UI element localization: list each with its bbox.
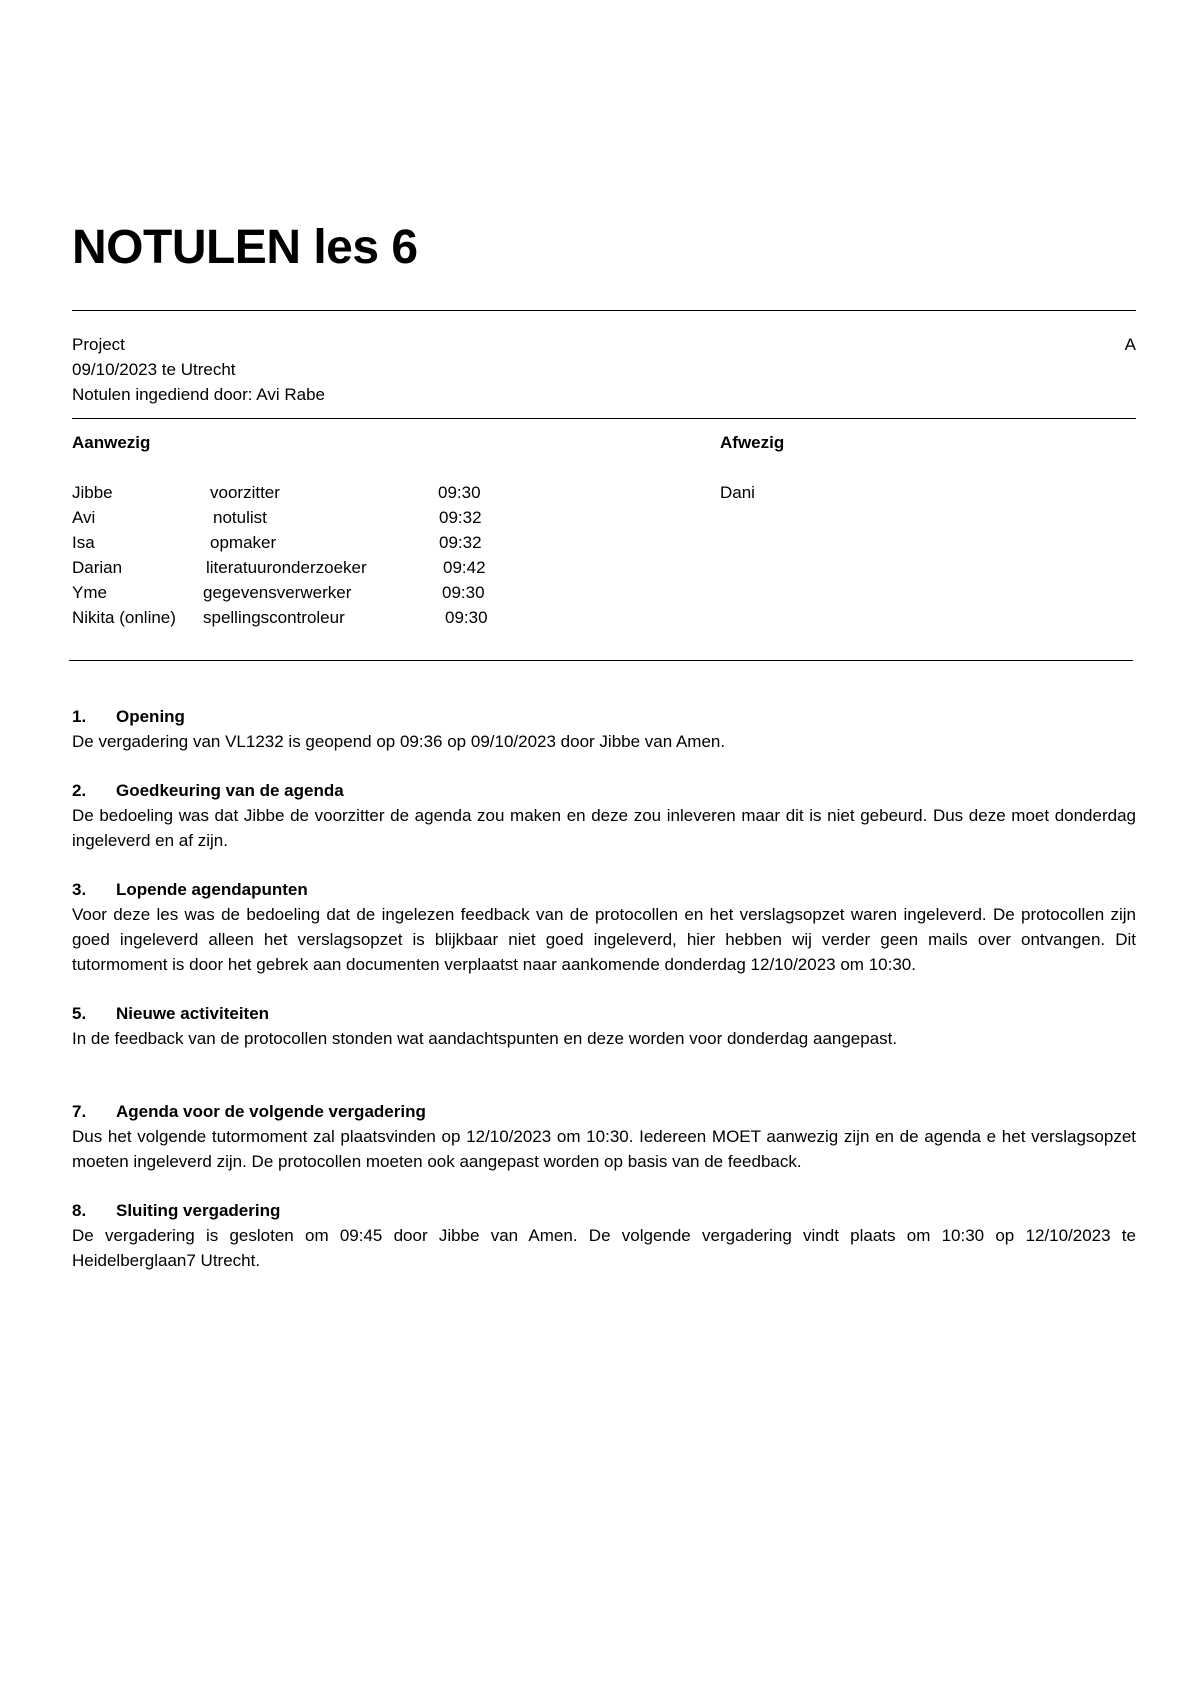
attendee-time: 09:42 (443, 558, 486, 577)
section-body: In de feedback van de protocollen stonden wat aandachtspunten en deze worden voor donderdag aangepast. (72, 1029, 898, 1048)
divider-meta (72, 418, 1136, 419)
section-heading: Agenda voor de volgende vergadering (116, 1102, 426, 1121)
section-number: 2. (72, 781, 87, 800)
date-location: 09/10/2023 te Utrecht (72, 360, 236, 379)
page-title: NOTULEN les 6 (72, 221, 418, 274)
divider-top (72, 310, 1136, 311)
absent-list (720, 480, 755, 505)
section-body: Voor deze les was de bedoeling dat de ingelezen feedback van de protocollen en het verslagsopzet waren ingeleverd. De protocollen zijn goed ingeleverd alleen het verslagsopzet is blijkbaar niet goed ingeleverd, hier hebben wij verder geen mails over ontvangen. Dit tutormoment is door het gebrek aan documenten verplaatst naar aankomende donderdag 12/10/2023 om 10:30. (72, 905, 1136, 974)
attendee-name: Darian (72, 558, 123, 577)
section-number: 5. (72, 1004, 87, 1023)
section-heading: Opening (116, 707, 185, 726)
attendee-role: notulist (213, 508, 267, 527)
project-label: Project (72, 335, 125, 354)
section-number: 1. (72, 707, 87, 726)
list-item (72, 480, 632, 505)
attendee-time: 09:32 (439, 533, 482, 552)
minutes-sections (72, 704, 1136, 1297)
section-closing (72, 1198, 1136, 1273)
section-body: De vergadering van VL1232 is geopend op 09:36 op 09/10/2023 door Jibbe van Amen. (72, 732, 726, 751)
attendee-name: Avi (72, 508, 96, 527)
list-item (72, 505, 632, 530)
attendee-role: literatuuronderzoeker (206, 558, 367, 577)
divider-attendance (69, 660, 1133, 661)
section-new-activities (72, 1001, 1136, 1051)
attendee-name: Isa (72, 533, 95, 552)
list-item: Dani (720, 483, 755, 502)
section-agenda-approval (72, 778, 1136, 853)
attendee-name: Jibbe (72, 483, 113, 502)
present-heading: Aanwezig (72, 433, 151, 452)
list-item (72, 530, 632, 555)
attendee-role: gegevensverwerker (203, 583, 352, 602)
attendee-name: Yme (72, 583, 107, 602)
section-heading: Lopende agendapunten (116, 880, 308, 899)
section-next-agenda (72, 1099, 1136, 1174)
attendee-role: opmaker (210, 533, 277, 552)
section-number: 7. (72, 1102, 87, 1121)
attendee-role: spellingscontroleur (203, 608, 345, 627)
list-item (72, 580, 632, 605)
attendee-role: voorzitter (210, 483, 280, 502)
list-item (72, 555, 632, 580)
attendee-name: Nikita (online) (72, 608, 176, 627)
submitted-by: Notulen ingediend door: Avi Rabe (72, 385, 325, 404)
section-body: De bedoeling was dat Jibbe de voorzitter de agenda zou maken en deze zou inleveren maar dit is niet gebeurd. Dus deze moet donderdag ingeleverd en af zijn. (72, 806, 1136, 850)
attendee-time: 09:30 (442, 583, 485, 602)
section-number: 8. (72, 1201, 87, 1220)
section-number: 3. (72, 880, 87, 899)
section-ongoing-items (72, 877, 1136, 977)
present-list (72, 480, 632, 630)
project-code: A (1124, 335, 1136, 354)
section-opening (72, 704, 1136, 754)
attendee-time: 09:30 (445, 608, 488, 627)
absent-heading: Afwezig (720, 433, 785, 452)
meeting-meta (72, 332, 1136, 407)
attendee-time: 09:30 (438, 483, 481, 502)
list-item (72, 605, 632, 630)
attendee-time: 09:32 (439, 508, 482, 527)
section-heading: Sluiting vergadering (116, 1201, 281, 1220)
section-heading: Goedkeuring van de agenda (116, 781, 344, 800)
section-body: Dus het volgende tutormoment zal plaatsvinden op 12/10/2023 om 10:30. Iedereen MOET aanwezig zijn en de agenda e het verslagsopzet moeten ingeleverd zijn. De protocollen moeten ook aangepast worden op basis van de feedback. (72, 1127, 1136, 1171)
section-body: De vergadering is gesloten om 09:45 door Jibbe van Amen. De volgende vergadering vindt plaats om 10:30 op 12/10/2023 te Heidelberglaan7 Utrecht. (72, 1226, 1136, 1270)
section-heading: Nieuwe activiteiten (116, 1004, 270, 1023)
